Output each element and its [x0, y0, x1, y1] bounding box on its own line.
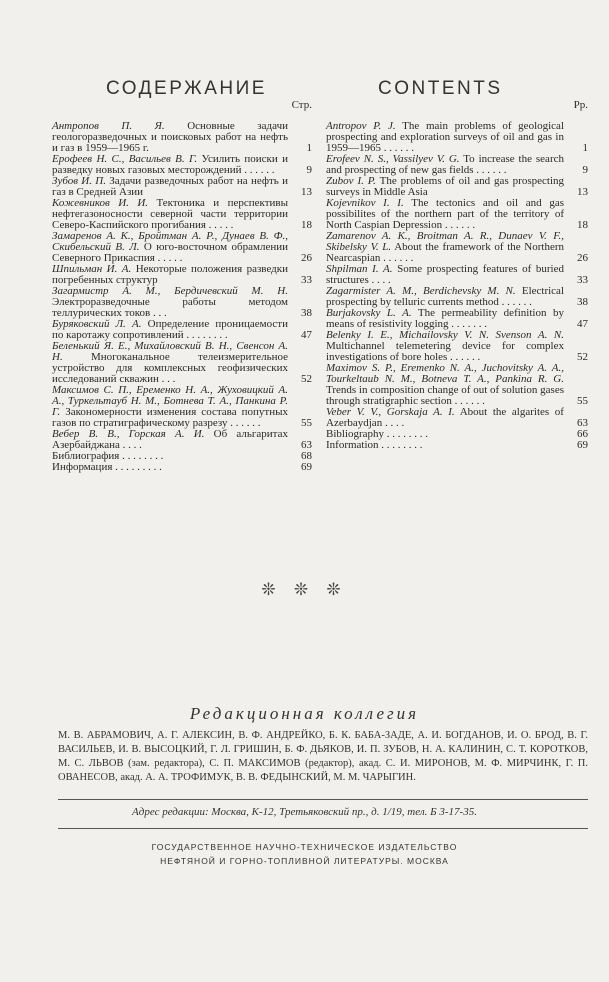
toc-entry-title: The tectonics and oil and gas possibilites of the northern part of the territory of North Caspian Depression . . . . . .: [326, 197, 564, 231]
toc-entry-page: 63: [301, 439, 312, 451]
toc-entry-page: 38: [577, 296, 588, 308]
toc-entry-author: Maximov S. P., Eremenko N. A., Juchovitsky A. A., Tourkeltaub N. M., Botneva T. A., Pankina R. G.: [326, 362, 564, 385]
toc-entry: [326, 231, 588, 264]
toc-entry-text: [52, 121, 288, 154]
toc-entry-text: [52, 429, 288, 451]
toc-entry-page: 33: [577, 274, 588, 286]
toc-entry-title: Electrical prospecting by telluric currents method . . . . . .: [326, 285, 564, 308]
toc-entry: [326, 286, 588, 308]
publisher-line-2: НЕФТЯНОЙ И ГОРНО-ТОПЛИВНОЙ ЛИТЕРАТУРЫ. МОСКВА: [160, 856, 449, 866]
toc-entry-text: [326, 176, 564, 198]
toc-entry-author: Буряковский Л. А.: [52, 318, 142, 330]
toc-entry-page: 26: [301, 252, 312, 264]
toc-entry-author: Антропов П. Я.: [52, 120, 165, 132]
toc-entry-title: Закономерности изменения состава попутных газов по стратиграфическому разрезу . . . . . .: [52, 406, 289, 429]
toc-entry-text: [326, 264, 564, 286]
toc-entry-title: Multichannel telemetering device for complex investigations of bore holes . . . . . .: [326, 340, 564, 363]
toc-entry-author: Zubov I. P.: [326, 175, 376, 187]
toc-entry-text: [326, 286, 564, 308]
russian-page-label: Стр.: [291, 99, 312, 111]
toc-entry-text: [326, 121, 564, 154]
toc-entry-page: 55: [301, 417, 312, 429]
toc-entry: [326, 176, 588, 198]
toc-entry-author: Вебер В. В., Горская А. И.: [52, 428, 205, 440]
toc-entry-title: Библиография . . . . . . . .: [52, 450, 164, 462]
toc-entry-author: Загармистр А. М., Бердичевский М. Н.: [52, 285, 288, 297]
toc-entry-title: To increase the search and prospecting of new gas fields . . . . . .: [326, 153, 564, 176]
toc-entry: [326, 154, 588, 176]
toc-entry-author: Burjakovsky L. A.: [326, 307, 412, 319]
toc-entry-page: 1: [582, 142, 588, 154]
toc-entry-page: 9: [582, 164, 588, 176]
toc-entry-page: 52: [301, 373, 312, 385]
toc-entry-text: [52, 198, 288, 231]
toc-entry-text: [326, 407, 564, 429]
toc-entry: [52, 462, 312, 473]
toc-entry-title: Задачи разведочных работ на нефть и газ в Средней Азии: [52, 175, 289, 198]
toc-entry: [52, 264, 312, 286]
toc-entry-page: 38: [301, 307, 312, 319]
toc-entry: [326, 330, 588, 363]
toc-entry: [326, 264, 588, 286]
toc-entry-page: 26: [577, 252, 588, 264]
editorial-board-title: Редакционная коллегия: [189, 704, 420, 723]
toc-entry-author: Belenky I. E., Michailovsky V. N. Svenson A. N.: [326, 329, 564, 341]
toc-entry-text: [52, 264, 288, 286]
toc-entry-text: [326, 363, 564, 407]
toc-entry-title: Основные задачи геологоразведочных и поисковых работ на нефть и газ в 1959—1965 г.: [52, 120, 288, 154]
toc-entry: [52, 341, 312, 385]
toc-entry-text: [52, 154, 288, 176]
english-page-label: Pp.: [573, 99, 588, 111]
english-heading: CONTENTS: [378, 78, 503, 99]
toc-entry-author: Kojevnikov I. I.: [326, 197, 404, 209]
toc-entry-page: 33: [301, 274, 312, 286]
toc-entry-title: О юго-восточном обрамлении Северного Прикаспия . . . . .: [52, 241, 289, 264]
toc-entry-title: Some prospecting features of buried structures . . . .: [326, 263, 565, 286]
toc-entry-page: 69: [301, 461, 312, 473]
toc-entry: [326, 440, 588, 451]
toc-entry-title: The permeability definition by means of resistivity logging . . . . . . .: [326, 307, 564, 330]
toc-entry-author: Замаренов А. К., Бройтман А. Р., Дунаев В. Ф., Скибельский В. Л.: [52, 230, 288, 253]
toc-entry-author: Zagarmister A. M., Berdichevsky M. N.: [326, 285, 516, 297]
toc-entry-author: Veber V. V., Gorskaja A. I.: [326, 406, 455, 418]
toc-entry-title: Bibliography . . . . . . . .: [326, 428, 429, 440]
toc-entry-text: [52, 385, 288, 429]
russian-heading: СОДЕРЖАНИЕ: [106, 78, 267, 99]
toc-entry-title: Об альгаритах Азербайджана . . . .: [52, 428, 288, 451]
toc-entry-page: 1: [306, 142, 312, 154]
toc-entry-page: 55: [577, 395, 588, 407]
russian-entries: [52, 121, 312, 473]
toc-entry-text: [52, 176, 288, 198]
toc-entry: [52, 286, 312, 319]
toc-entry: [52, 231, 312, 264]
toc-entry-page: 47: [301, 329, 312, 341]
ornament-stars: ❊ ❊ ❊: [261, 580, 348, 599]
toc-entry-author: Zamarenov A. K., Broitman A. R., Dunaev V. F., Skibelsky V. L.: [326, 230, 564, 253]
editorial-board-members: М. В. АБРАМОВИЧ, А. Г. АЛЕКСИН, В. Ф. АНДРЕЙКО, Б. К. БАБА-ЗАДЕ, А. И. БОГДАНОВ, И. О. БРОД, В. Г. ВАСИЛЬЕВ, И. В. ВЫСОЦКИЙ, Г. Л. ГРИШИН, Б. Ф. ДЬЯКОВ, И. П. ЗУБОВ, Н. А. КАЛИНИН, С. Т. КОРОТКОВ, М. С. ЛЬВОВ (зам. редактора), С. П. МАКСИМОВ (редактор), акад. С. И. МИРОНОВ, М. Ф. МИРЧИНК, Г. П. ОВАНЕСОВ, акад. А. А. ТРОФИМУК, В. В. ФЕДЫНСКИЙ, М. М. ЧАРЫГИН.: [58, 730, 588, 783]
toc-entry-author: Беленький Я. Е., Михайловский В. Н., Свенсон А. Н.: [52, 340, 288, 363]
toc-entry-page: 69: [577, 439, 588, 451]
toc-entry-title: Определение проницаемости по каротажу сопротивлений . . . . . . . .: [52, 318, 288, 341]
toc-entry-text: [52, 341, 288, 385]
toc-entry-text: [52, 462, 288, 473]
toc-entry-text: [326, 198, 564, 231]
toc-entry: [326, 121, 588, 154]
toc-entry-text: [326, 440, 564, 451]
toc-entry-page: 63: [577, 417, 588, 429]
toc-entry-text: [52, 286, 288, 319]
toc-entry-title: Многоканальное телеизмерительное устройство для комплексных геофизических исследований скважин . . .: [52, 351, 288, 385]
toc-entry-author: Antropov P. J.: [326, 120, 396, 132]
toc-entry-page: 9: [306, 164, 312, 176]
toc-entry-author: Кожевников И. И.: [52, 197, 149, 209]
english-entries: [326, 121, 588, 451]
toc-entry: [52, 121, 312, 154]
toc-entry-text: [52, 319, 288, 341]
toc-entry-title: Trends in composition change of out of solution gases through stratigraphic section . . . . . .: [326, 384, 564, 407]
toc-entry-page: 47: [577, 318, 588, 330]
toc-entry: [326, 363, 588, 407]
toc-entry-text: [326, 308, 564, 330]
toc-entry: [52, 176, 312, 198]
toc-entry-page: 13: [577, 186, 588, 198]
toc-entry-title: The problems of oil and gas prospecting surveys in Middle Asia: [326, 175, 564, 198]
divider-bottom: [58, 828, 588, 829]
editorial-address: Адрес редакции: Москва, К-12, Третьяковский пр., д. 1/19, тел. Б 3-17-35.: [132, 806, 477, 818]
divider-top: [58, 799, 588, 800]
toc-entry-author: Ерофеев Н. С., Васильев В. Г.: [52, 153, 198, 165]
toc-entry-page: 52: [577, 351, 588, 363]
toc-entry-title: Электроразведочные работы методом теллурических токов . . .: [52, 296, 288, 319]
toc-entry-title: The main problems of geological prospecting and exploration surveys of oil and gas in 1959—1965 . . . . . .: [326, 120, 564, 154]
toc-entry: [52, 154, 312, 176]
toc-entry-title: Некоторые положения разведки погребенных структур: [52, 263, 289, 286]
toc-entry-author: Максимов С. П., Еременко Н. А., Жуховицкий А. А., Туркельтауб Н. М., Ботнева Т. А., Панкина Р. Г.: [52, 384, 288, 418]
toc-entry-text: [52, 231, 288, 264]
toc-entry-title: About the algarites of Azerbaydjan . . . .: [326, 406, 564, 429]
toc-entry: [52, 319, 312, 341]
toc-entry-author: Shpilman I. A.: [326, 263, 393, 275]
toc-entry-title: Усилить поиски и разведку новых газовых месторождений . . . . . .: [52, 153, 288, 176]
toc-entry-page: 66: [577, 428, 588, 440]
toc-entry-title: About the framework of the Northern Nearcaspian . . . . . .: [326, 241, 564, 264]
toc-entry-title: Тектоника и перспективы нефтегазоносности северной части территории Северо-Каспийского прогибания . . . . .: [52, 197, 289, 231]
toc-entry: [326, 407, 588, 429]
toc-entry: [326, 308, 588, 330]
toc-entry-page: 13: [301, 186, 312, 198]
publisher-line-1: ГОСУДАРСТВЕННОЕ НАУЧНО-ТЕХНИЧЕСКОЕ ИЗДАТЕЛЬСТВО: [151, 842, 458, 852]
toc-entry-page: 18: [301, 219, 312, 231]
toc-entry-author: Шпильман И. А.: [52, 263, 132, 275]
toc-entry-text: [326, 154, 564, 176]
toc-entry: [52, 385, 312, 429]
toc-entry-text: [326, 330, 564, 363]
toc-entry-author: Зубов И. П.: [52, 175, 106, 187]
toc-entry-title: Информация . . . . . . . . .: [52, 461, 162, 473]
toc-entry-title: Information . . . . . . . .: [326, 439, 423, 451]
toc-entry-page: 18: [577, 219, 588, 231]
toc-entry: [326, 198, 588, 231]
toc-entry-text: [326, 231, 564, 264]
toc-entry: [52, 429, 312, 451]
toc-entry: [52, 198, 312, 231]
toc-entry-page: 68: [301, 450, 312, 462]
toc-entry-author: Erofeev N. S., Vassilyev V. G.: [326, 153, 460, 165]
